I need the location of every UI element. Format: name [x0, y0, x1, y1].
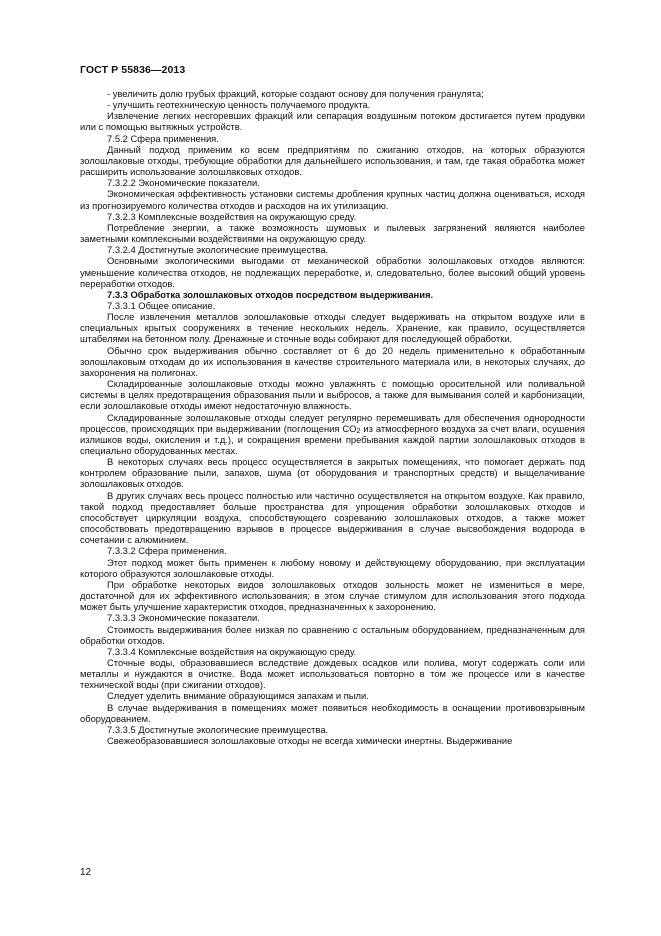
paragraph: - улучшить геотехническую ценность получаемого продукта. — [107, 99, 371, 111]
paragraph: 7.3.2.4 Достигнутые экологические преимущества. — [107, 244, 329, 256]
paragraph: После извлечения металлов золошлаковые отходы следует выдерживать на открытом воздухе или в специальных крытых сооружениях в течение нескольких недель. Хранение, как правило, осуществляется штабелями на бетонном полу. Дренажные и сточные воды собирают для последующей обработки. — [80, 311, 585, 345]
document-header: ГОСТ Р 55836—2013 — [80, 64, 186, 76]
paragraph: 7.3.3.5 Достигнутые экологические преимущества. — [107, 723, 329, 735]
paragraph: 7.3.2.2 Экономические показатели. — [107, 177, 260, 189]
paragraph: 7.3.3 Обработка золошлаковых отходов посредством выдерживания. — [107, 288, 434, 300]
paragraph: 7.5.2 Сфера применения. — [107, 132, 219, 144]
paragraph: - увеличить долю грубых фракций, которые создают основу для получения гранулята; — [107, 88, 484, 99]
paragraph: 7.3.2.3 Комплексные воздействия на окружающую среду. — [107, 210, 357, 222]
paragraph: Стоимость выдерживания более низкая по сравнению с остальным оборудованием, предназначенным для обработки отходов. — [80, 623, 585, 646]
paragraph: Сточные воды, образовавшиеся вследствие дождевых осадков или полива, могут содержать соли или металлы и нуждаются в очистке. Вода может использоваться повторно в том же процессе или в качестве технической воды (при сжигании отходов). — [80, 656, 585, 691]
paragraph: Данный подход применим ко всем предприятиям по сжиганию отходов, на которых образуются золошлаковые отходы, требующие обработки для дальнейшего использования, и там, где такая обработка может расширить использование золошлаковых отходов. — [80, 143, 585, 178]
paragraph: Экономическая эффективность установки системы дробления крупных частиц должна оцениваться, исходя из прогнозируемого количества отходов и расходов на их утилизацию. — [80, 188, 585, 211]
paragraph: Потребление энергии, а также возможность шумовых и пылевых загрязнений являются наиболее заметными комплексными воздействиями на окружающую среду. — [80, 221, 585, 245]
paragraph: Обычно срок выдерживания обычно составляет от 6 до 20 недель применительно к обработанным золошлаковым отходам до их использования в качестве строительного материала или, в некоторых случаях, до захоронения на полигонах. — [80, 344, 585, 378]
paragraph: Основными экологическими выгодами от механической обработки золошлаковых отходов являются: уменьшение количества отходов, не подлежащих переработке, и, следовательно, более высокий общий уровень переработки отходов. — [80, 255, 585, 289]
paragraph: 7.3.3.4 Комплексные воздействия на окружающую среду. — [107, 645, 357, 657]
paragraph: В других случаях весь процесс полностью или частично осуществляется на открытом воздухе. Как правило, такой подход предоставляет больше пространства для упрощения обработки золошлаковых отходов и способствует циркуляции воздуха, способствующего созреванию золошлаковых отходов, а также может способствовать предотвращению взрывов в процессе выдерживания в случае высвобождения водорода в сочетании с алюминием. — [80, 489, 585, 546]
page-number: 12 — [80, 867, 92, 878]
paragraph: 7.3.3.3 Экономические показатели. — [107, 612, 260, 624]
paragraph: Складированные золошлаковые отходы можно увлажнять с помощью оросительной или поливальной системы в целях предотвращения образования пыли и выбросов, а также для вымывания солей и карбонизации, если золошлаковые отходы имеют недостаточную влажность. — [80, 378, 585, 412]
paragraph: Следует уделить внимание образующимся запахам и пыли. — [107, 690, 369, 702]
paragraph: Извлечение легких несгоревших фракций или сепарация воздушным потоком достигается путем продувки или с помощью вытяжных устройств. — [80, 110, 585, 133]
document-body — [80, 88, 585, 746]
paragraph: Складированные золошлаковые отходы следует регулярно перемешивать для обеспечения однородности процессов, происходящих при выдерживании (поглощения $CO_2$ из атмосферного воздуха за счет влаги, осушения излишков воды, окисления и т.д.), и сокращения времени пребывания каждой партии золошлаковых отходов в специально оборудованных местах. — [80, 411, 585, 456]
paragraph: Свежеобразовавшиеся золошлаковые отходы не всегда химически инертны. Выдерживание — [107, 735, 513, 747]
paragraph: В некоторых случаях весь процесс осуществляется в закрытых помещениях, что помогает держать под контролем образование пыли, запахов, шума (от оборудования и транспортных средств) и выщелачивание золошлаковых отходов. — [80, 456, 585, 490]
paragraph: При обработке некоторых видов золошлаковых отходов зольность может не измениться в мере, достаточной для их эффективного использования; в этом случае стимулом для использования этого подхода может быть улучшение характеристик отходов, предназначенных к захоронению. — [80, 578, 585, 613]
paragraph: 7.3.3.2 Сфера применения. — [107, 545, 227, 557]
paragraph: Этот подход может быть применен к любому новому и действующему оборудованию, при эксплуатации которого образуются золошлаковые отходы. — [80, 556, 585, 579]
paragraph: 7.3.3.1 Общее описание. — [107, 299, 216, 311]
paragraph: В случае выдерживания в помещениях может появиться необходимость в оснащении противовзрывным оборудованием. — [80, 701, 585, 724]
